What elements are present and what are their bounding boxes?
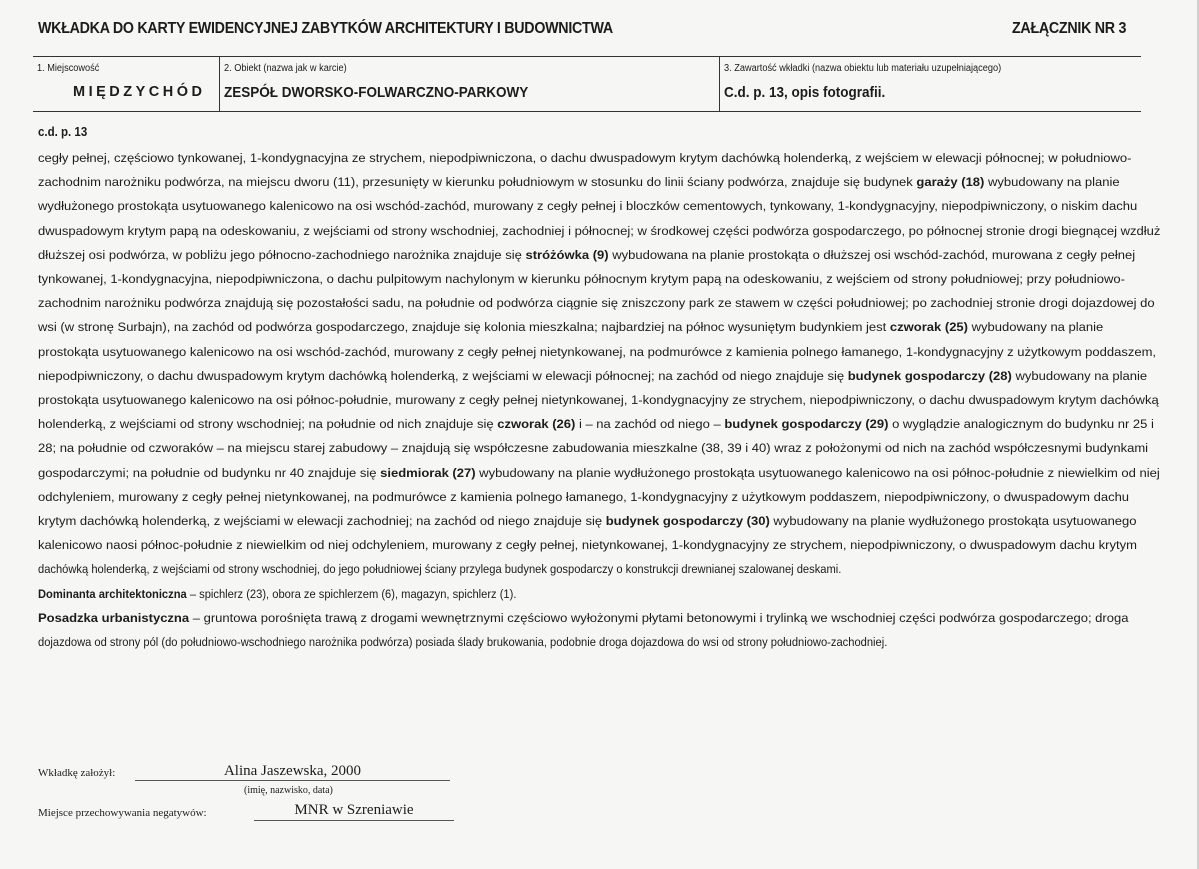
field-place-value: MIĘDZYCHÓD (73, 84, 206, 100)
text-line (38, 463, 1160, 483)
bold-term: budynek gospodarczy (28) (847, 368, 1012, 383)
divider-bottom (33, 111, 1141, 112)
field-content-label: 3. Zawartość wkładki (nazwa obiektu lub materiału uzupełniającego) (724, 63, 1002, 74)
field-place-label: 1. Miejscowość (37, 63, 100, 74)
text-segment: – spichlerz (23), obora ze spichlerzem (6), magazyn, spichlerz (1). (186, 586, 517, 601)
text-segment: dojazdowa od strony pól (do południowo-wschodniego narożnika podwórza) posiada ślady brukowania, podobnie droga dojazdowa do wsi od strony południowo-zachodniej. (38, 635, 888, 649)
storage-label: Miejsce przechowywania negatywów: (38, 807, 207, 819)
text-segment: o wyglądzie analogicznym do budynku nr 25 i (888, 417, 1154, 432)
text-segment: wsi (w stronę Surbajn), na zachód od podwórza gospodarczego, znajduje się kolonia mieszkalna; najbardziej na północ wysuniętym budynkiem jest (38, 320, 890, 335)
text-line (38, 245, 1135, 265)
bold-term: budynek gospodarczy (29) (724, 417, 889, 432)
fields-row (33, 56, 1141, 112)
text-segment: wybudowana na planie prostokąta o dłuższej osi wschód-zachód, murowana z cegły pełnej (608, 247, 1136, 262)
text-segment: kalenicowo naosi północ-południe z niewielkim od niej odchyleniem, murowany z cegły pełnej, nietynkowanej, 1-kondygnacyjny ze strychem, niepodpiwniczony, o dwuspadowym dachu krytym (38, 538, 1137, 553)
text-segment: wybudowany na planie (1011, 368, 1148, 383)
text-line (38, 366, 1147, 386)
text-segment: wybudowany na planie wydłużonego prostokąta usytuowanego (769, 514, 1137, 528)
text-segment: krytym dachówką holenderką, z wejściami w elewacji zachodniej; na zachód od niego znajduje się (38, 514, 606, 528)
text-segment: holenderką, z wejściami od strony wschodniej; na południe od nich znajduje się (38, 417, 498, 432)
text-line (38, 148, 1131, 168)
field-place (33, 56, 219, 112)
bold-term: czworak (25) (889, 320, 969, 335)
text-segment: dachówką holenderką, z wejściami od strony wschodniej, do jego południowej ściany przylega budynek gospodarczy o konstrukcji drewnianej szalowanej deskami. (38, 562, 842, 577)
text-segment: – gruntowa porośnięta trawą z drogami wewnętrznymi częściowo wyłożonymi płytami betonowymi i trylinką we wschodniej części podwórza gospodarczego; droga (189, 610, 1129, 625)
text-line (38, 608, 1128, 628)
text-segment: wybudowany na planie (968, 320, 1104, 335)
text-line (38, 535, 1137, 555)
author-underline (135, 780, 450, 781)
text-line (38, 172, 1120, 192)
text-segment: tynkowanej, 1-kondygnacyjna, niepodpiwniczona, o dachu pulpitowym nachylonym w kierunku północnym krytym papą na odeskowaniu, z wejściem od strony południowej; przy południowo- (38, 272, 1125, 286)
text-segment: cegły pełnej, częściowo tynkowanej, 1-kondygnacyjna ze strychem, niepodpiwniczona, o dachu dwuspadowym krytym dachówką holenderką, z wejściem w elewacji północnej; w południowo- (38, 151, 1132, 165)
annex-number: ZAŁĄCZNIK NR 3 (1012, 20, 1127, 37)
text-segment: dłuższej osi podwórza, w pobliżu jego północno-zachodniego narożnika znajduje się (38, 247, 526, 262)
text-segment: 28; na południe od czworaków – na miejscu starej zabudowy – znajdują się współczesne zabudowania mieszkalne (38, 39 i 40) wraz z położonymi od nich na zachód współczesnymi budynkami (38, 441, 1149, 456)
field-object (219, 56, 719, 112)
text-line (38, 559, 841, 579)
bold-term: garaży (18) (916, 175, 985, 190)
text-line (38, 511, 1137, 531)
text-segment: dwuspadowym krytym papą na odeskowaniu, z wejściami od strony wschodniej, zachodniej i północnej; w środkowej części podwórza gospodarczego, po północnej stronie drogi biegnącej wzdłuż (38, 223, 1161, 238)
text-segment: niepodpiwniczony, o dachu dwuspadowym krytym dachówką holenderką, z wejściami w elewacji północnej; na zachód od niego znajduje się (38, 368, 848, 383)
field-content (719, 56, 1141, 112)
field-object-label: 2. Obiekt (nazwa jak w karcie) (224, 63, 347, 74)
form-title: WKŁADKA DO KARTY EWIDENCYJNEJ ZABYTKÓW ARCHITEKTURY I BUDOWNICTWA (38, 20, 613, 37)
text-line (38, 632, 887, 652)
bold-term: budynek gospodarczy (30) (605, 514, 770, 528)
text-line (38, 342, 1156, 362)
header (38, 20, 1041, 38)
text-segment: prostokąta usytuowanego kalenicowo na osi północ-południe, murowany z cegły pełnej nietynkowanej, 1-kondygnacyjny ze strychem, niepodpiwniczony, o dachu dwuspadowym krytym dachówką (38, 393, 1159, 407)
text-segment: prostokąta usytuowanego kalenicowo na osi wschód-zachód, murowany z cegły pełnej nietynkowanej, na podmurówce z kamienia polnego łamanego, 1-kondygnacyjny z użytkowym poddaszem, (38, 344, 1157, 359)
text-segment: wybudowany na planie wydłużonego prostokąta usytuowanego kalenicowo na osi północ-południe z niewielkim od niej (475, 465, 1160, 480)
bold-term: siedmiorak (27) (380, 465, 476, 480)
text-segment: i – na zachód od niego – (575, 417, 725, 432)
bold-term: czworak (26) (497, 417, 576, 432)
field-object-value: ZESPÓŁ DWORSKO-FOLWARCZNO-PARKOWY (224, 84, 529, 101)
text-segment: gospodarczymi; na południe od budynku nr 40 znajduje się (38, 465, 381, 480)
text-line (38, 293, 1155, 313)
author-value: Alina Jaszewska, 2000 (223, 763, 362, 779)
text-line (38, 414, 1154, 434)
storage-underline (254, 820, 454, 821)
text-line (38, 487, 1129, 507)
bold-term: Posadzka urbanistyczna (38, 610, 190, 625)
bold-term: stróżówka (9) (525, 247, 609, 262)
bold-term: Dominanta architektoniczna (38, 586, 187, 601)
text-line (38, 269, 1125, 289)
storage-value: MNR w Szreniawie (294, 802, 414, 818)
text-line (38, 438, 1148, 458)
text-segment: odchyleniem, murowany z cegły pełnej nietynkowanej, na podmurówce z kamienia polnego łamanego, 1-kondygnacyjny z użytkowym poddaszem, niepodpiwniczony, o dwuspadowym dachu (38, 489, 1130, 504)
author-hint: (imię, nazwisko, data) (244, 785, 333, 796)
text-segment: wydłużonego prostokąta usytuowanego kalenicowo na osi wschód-zachód, murowany z cegły pełnej i bloczków cementowych, tynkowany, 1-kondygnacyjny, niepodpiwniczony, o niskim dachu (38, 199, 1138, 214)
text-line (38, 221, 1160, 241)
annex-header (1012, 20, 1126, 38)
section-header: c.d. p. 13 (38, 125, 88, 139)
text-line (38, 317, 1103, 337)
author-label: Wkładkę założył: (38, 767, 116, 779)
text-segment: zachodnim narożniku podwórza znajdują się pozostałości sadu, na południe od podwórza ciągnie się zniszczony park ze stawem w części południowej; po zachodniej stronie drogi dojazdowej do (38, 296, 1155, 311)
text-line (38, 196, 1137, 216)
field-content-value: C.d. p. 13, opis fotografii. (724, 84, 886, 101)
text-line (38, 390, 1159, 410)
text-segment: zachodnim narożniku podwórza, na miejscu dworu (11), przesunięty w kierunku południowym w stosunku do linii ściany podwórza, znajduje się budynek (38, 175, 917, 190)
text-line (38, 584, 516, 604)
text-segment: wybudowany na planie (984, 175, 1120, 190)
